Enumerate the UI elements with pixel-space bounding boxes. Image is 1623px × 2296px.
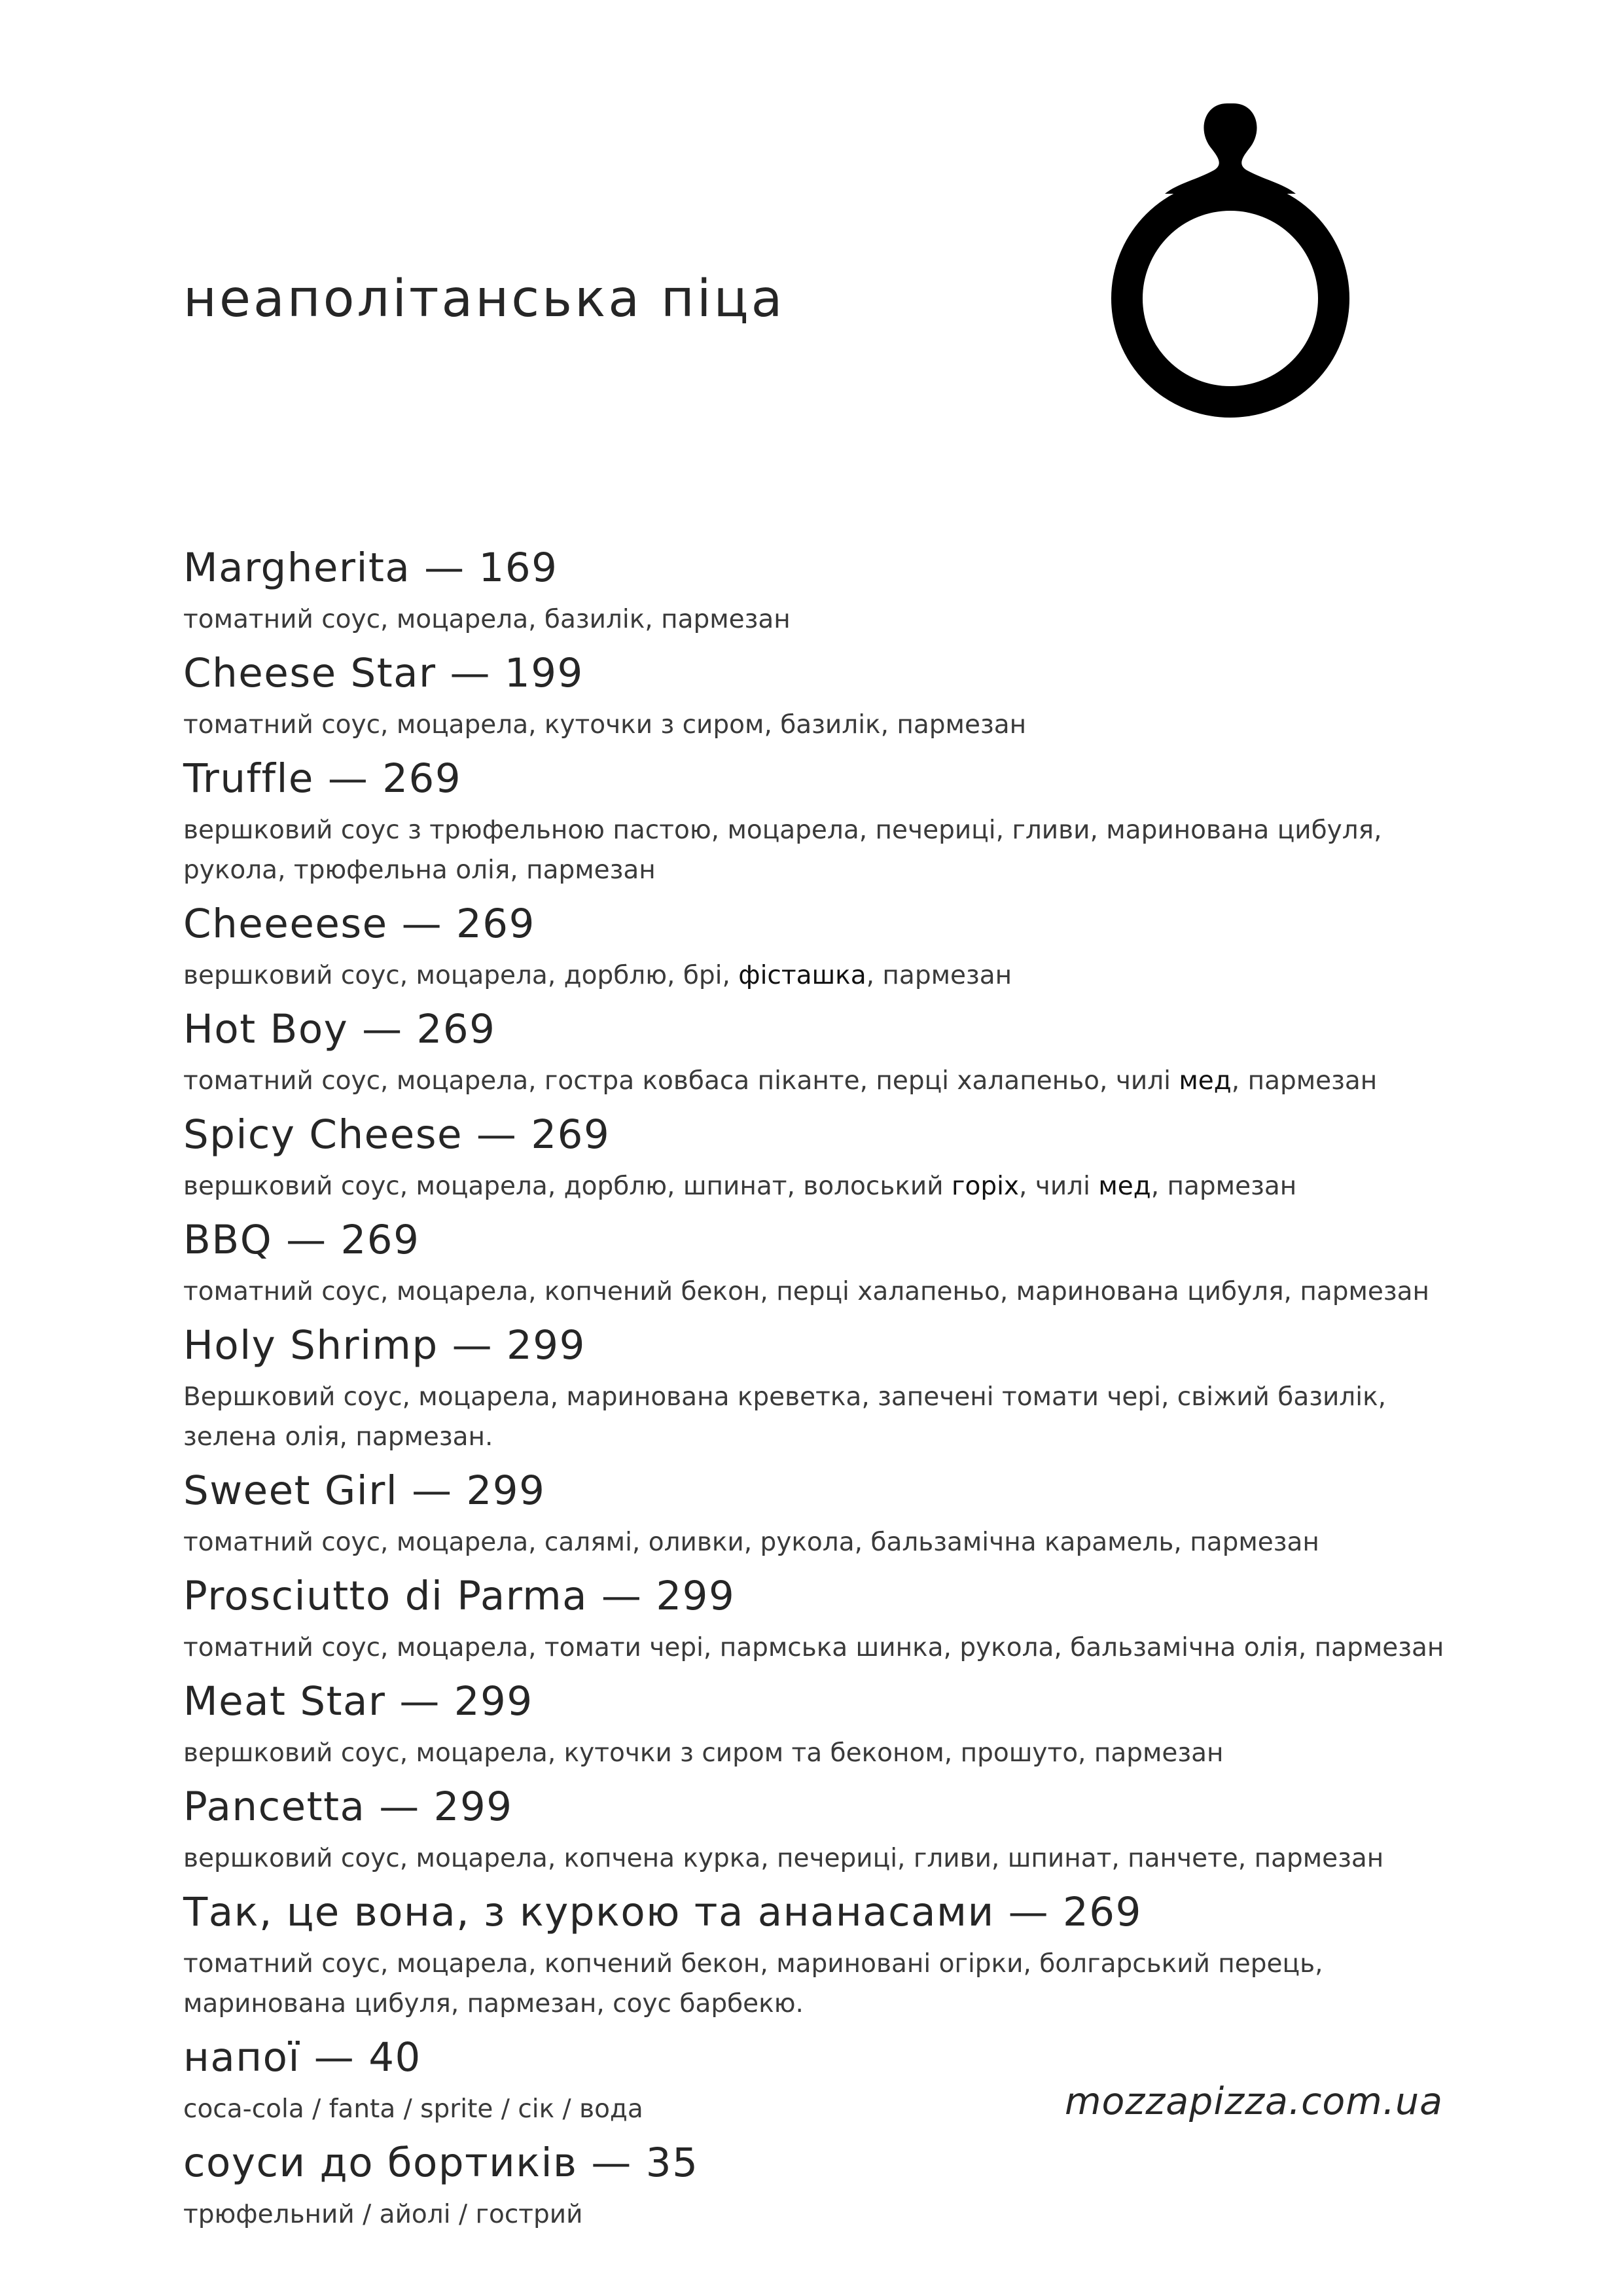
menu-item-description: вершковий соус, моцарела, дорблю, брі, фісташка, пармезан xyxy=(183,961,1012,990)
menu-item-spicy-cheese xyxy=(183,1103,1492,1206)
menu-item-title: Cheeeese — 269 xyxy=(183,901,535,947)
website-link[interactable]: mozzapizza.com.ua xyxy=(1065,2080,1443,2123)
menu-item-description: Вершковий соус, моцарела, маринована креветка, запечені томати чері, свіжий базилік, зелена олія, пармезан. xyxy=(183,1382,1387,1452)
menu-item-title: Holy Shrimp — 299 xyxy=(183,1322,586,1369)
menu-item-title: Cheese Star — 199 xyxy=(183,650,584,696)
menu-item-description: coca-cola / fanta / sprite / сік / вода xyxy=(183,2094,643,2124)
menu-item-cheese-star xyxy=(183,642,1492,745)
menu-item-hot-boy xyxy=(183,998,1492,1101)
menu-item-title: Spicy Cheese — 269 xyxy=(183,1111,611,1158)
page-title: неаполітанська піца xyxy=(183,270,785,329)
menu-item-description: томатний соус, моцарела, гостра ковбаса піканте, перці халапеньо, чилі мед, пармезан xyxy=(183,1066,1378,1096)
menu-item-sweet-girl xyxy=(183,1460,1492,1562)
menu-item-title: Meat Star — 299 xyxy=(183,1678,533,1725)
menu-item-chicken-pineapple xyxy=(183,1881,1492,2024)
menu-item-description: томатний соус, моцарела, копчений бекон, перці халапеньо, маринована цибуля, пармезан xyxy=(183,1277,1430,1306)
menu-item-title: соуси до бортиків — 35 xyxy=(183,2140,699,2186)
ring-with-handle-icon xyxy=(1099,98,1361,439)
menu-item-bbq xyxy=(183,1209,1492,1312)
menu-item-cheeeese xyxy=(183,893,1492,996)
menu-item-title: Pancetta — 299 xyxy=(183,1784,513,1830)
menu-item-description: томатний соус, моцарела, базилік, пармезан xyxy=(183,605,791,634)
menu-item-description: вершковий соус, моцарела, дорблю, шпинат, волоський горіх, чилі мед, пармезан xyxy=(183,1172,1297,1201)
menu-item-title: Hot Boy — 269 xyxy=(183,1006,496,1052)
menu-item-title: Sweet Girl — 299 xyxy=(183,1467,546,1514)
menu-item-description: томатний соус, моцарела, копчений бекон, мариновані огірки, болгарський перець, маринована цибуля, пармезан, соус барбекю. xyxy=(183,1949,1323,2018)
menu-item-prosciutto-di-parma xyxy=(183,1565,1492,1668)
menu-item-description: вершковий соус, моцарела, копчена курка, печериці, гливи, шпинат, панчете, пармезан xyxy=(183,1844,1384,1873)
menu-item-description: томатний соус, моцарела, томати чері, пармська шинка, рукола, бальзамічна олія, пармезан xyxy=(183,1633,1444,1662)
menu-item-holy-shrimp xyxy=(183,1314,1492,1457)
menu-item-title: BBQ — 269 xyxy=(183,1217,420,1263)
menu-item-description: трюфельний / айолі / гострий xyxy=(183,2200,583,2229)
menu-item-meat-star xyxy=(183,1670,1492,1773)
menu-item-description: томатний соус, моцарела, салямі, оливки, рукола, бальзамічна карамель, пармезан xyxy=(183,1528,1319,1557)
menu-item-pancetta xyxy=(183,1776,1492,1878)
menu-item-description: томатний соус, моцарела, куточки з сиром, базилік, пармезан xyxy=(183,710,1027,740)
menu-list xyxy=(183,537,1492,2237)
menu-item-sauces xyxy=(183,2132,1492,2234)
menu-item-title: Margherita — 169 xyxy=(183,545,558,591)
menu-item-title: напої — 40 xyxy=(183,2034,421,2081)
menu-item-title: Truffle — 269 xyxy=(183,755,462,802)
menu-item-truffle xyxy=(183,747,1492,890)
menu-item-title: Prosciutto di Parma — 299 xyxy=(183,1573,736,1619)
menu-item-description: вершковий соус з трюфельною пастою, моцарела, печериці, гливи, маринована цибуля, рукола, трюфельна олія, пармезан xyxy=(183,816,1382,885)
menu-item-description: вершковий соус, моцарела, куточки з сиром та беконом, прошуто, пармезан xyxy=(183,1738,1224,1768)
menu-item-title: Так, це вона, з куркою та ананасами — 269 xyxy=(183,1889,1142,1935)
menu-item-margherita xyxy=(183,537,1492,639)
